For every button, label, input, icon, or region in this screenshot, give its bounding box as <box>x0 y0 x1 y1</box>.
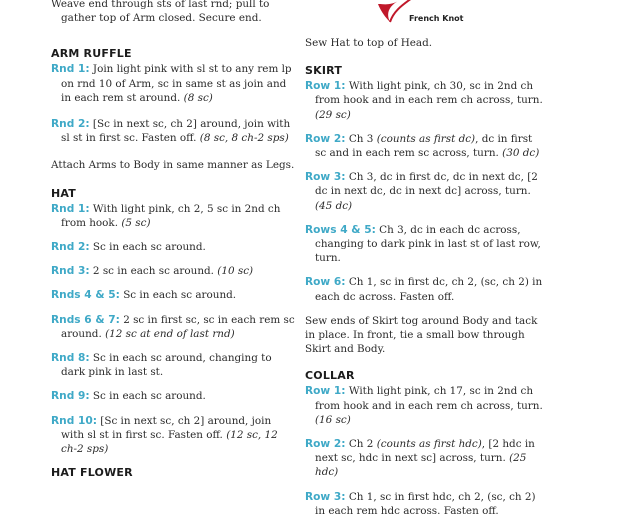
row-text: Sc in each sc around. <box>123 289 237 302</box>
row-label: Rnd 2: <box>51 118 90 131</box>
intro-paragraph: Weave end through sts of last rnd; pull to gather top of Arm closed. Secure end. <box>51 0 270 25</box>
row-text: With light pink, ch 17, sc in 2nd ch from hook and in each rem ch across, turn. <box>315 385 543 412</box>
row-label: Row 6: <box>305 276 346 289</box>
row-label: Rnds 4 & 5: <box>51 289 120 302</box>
row-text: Join light pink with sl st to any rem lp on rnd 10 of Arm, sc in same st as join and in each rem st around. <box>61 63 292 104</box>
instruction-row <box>51 351 296 379</box>
row-inline-note: (counts as first dc) <box>376 132 476 145</box>
instruction-row <box>305 132 545 160</box>
instruction-row <box>51 414 296 457</box>
row-count-note: (12 sc, 12 ch-2 sps) <box>61 428 278 456</box>
row-text: 2 sc in first sc, sc in each rem sc around. <box>61 313 295 340</box>
row-count-note: (8 sc, 8 ch-2 sps) <box>199 132 289 145</box>
row-text-start: Ch 3 <box>348 132 377 145</box>
row-text: Ch 1, sc in first dc, ch 2, (sc, ch 2) in each dc across. Fasten off. <box>315 276 543 303</box>
row-text: 2 sc in each sc around. <box>92 265 214 278</box>
instruction-row <box>51 62 296 105</box>
row-text: Sc in each sc around. <box>92 390 206 403</box>
instruction-row <box>305 79 545 122</box>
row-count-note: (16 sc) <box>315 413 351 426</box>
row-label: Row 2: <box>305 132 346 145</box>
section-heading-skirt: SKIRT <box>305 64 343 78</box>
arm-ruffle-rows <box>51 62 296 145</box>
row-count-note: (45 dc) <box>315 199 353 212</box>
skirt-rows <box>305 79 545 304</box>
row-label: Rnd 1: <box>51 202 90 215</box>
instruction-row <box>305 490 545 518</box>
row-text: , dc in first sc and in each rem sc across, turn. <box>315 132 533 160</box>
row-count-note: (12 sc at end of last rnd) <box>105 327 235 340</box>
section-heading-arm-ruffle: ARM RUFFLE <box>51 47 132 61</box>
row-label: Rnds 6 & 7: <box>51 313 120 326</box>
row-count-note: (5 sc) <box>121 216 151 229</box>
row-text: Ch 3, dc in each dc across, changing to dark pink in last st of last row, turn. <box>315 223 541 265</box>
row-count-note: (10 sc) <box>217 265 254 278</box>
sew-hat-paragraph: Sew Hat to top of Head. <box>305 37 433 49</box>
row-text-start: Ch 2 <box>348 438 377 451</box>
figure-caption: French Knot <box>409 14 464 23</box>
row-label: Row 3: <box>305 171 346 184</box>
hat-rows <box>51 202 296 457</box>
row-text: Sc in each sc around, changing to dark pink in last st. <box>61 352 272 379</box>
row-count-note: (8 sc) <box>183 91 213 104</box>
instruction-row <box>51 313 296 341</box>
instruction-row <box>305 437 545 480</box>
right-column <box>305 36 545 528</box>
collar-rows <box>305 384 545 518</box>
row-text: Ch 1, sc in first hdc, ch 2, (sc, ch 2) in each rem hdc across. Fasten off. <box>315 490 536 517</box>
instruction-row <box>51 117 296 145</box>
section-heading-hat: HAT <box>51 186 76 200</box>
instruction-row <box>51 264 296 278</box>
row-text: With light pink, ch 2, 5 sc in 2nd ch from hook. <box>61 202 281 229</box>
instruction-row <box>51 389 296 403</box>
row-count-note: (29 sc) <box>315 108 351 121</box>
left-column <box>51 0 296 481</box>
row-label: Rnd 8: <box>51 352 90 365</box>
row-inline-note: (counts as first hdc) <box>376 438 482 451</box>
row-label: Row 3: <box>305 490 346 503</box>
row-label: Rnd 3: <box>51 265 90 278</box>
row-text: , [2 hdc in next sc, hdc in next sc] across, turn. <box>315 438 535 465</box>
row-count-note: (25 hdc) <box>315 452 527 479</box>
row-text: Ch 3, dc in first dc, dc in next dc, [2 dc in next dc, dc in next dc] across, turn. <box>315 171 538 198</box>
instruction-row <box>51 202 296 230</box>
row-label: Rnd 9: <box>51 390 90 403</box>
row-label: Rnd 1: <box>51 63 90 76</box>
row-text: With light pink, ch 30, sc in 2nd ch from hook and in each rem ch across, turn. <box>315 80 543 107</box>
row-label: Rnd 2: <box>51 241 90 254</box>
instruction-row <box>51 240 296 254</box>
row-label: Row 1: <box>305 80 346 93</box>
instruction-row <box>305 223 545 266</box>
instruction-row <box>305 384 545 427</box>
row-text: Sc in each sc around. <box>92 241 206 254</box>
section-heading-collar: COLLAR <box>305 369 355 383</box>
section-heading-hat-flower: HAT FLOWER <box>51 466 133 480</box>
row-text: [Sc in next sc, ch 2] around, join with sl st in first sc. Fasten off. <box>61 118 291 145</box>
row-label: Row 2: <box>305 438 346 451</box>
instruction-row <box>51 288 296 302</box>
instruction-row <box>305 170 545 213</box>
row-label: Rows 4 & 5: <box>305 223 376 236</box>
row-text: [Sc in next sc, ch 2] around, join with sl st in first sc. Fasten off. <box>61 414 272 441</box>
attach-paragraph: Attach Arms to Body in same manner as Legs. <box>51 159 295 172</box>
instruction-row <box>305 275 545 303</box>
row-label: Rnd 10: <box>51 414 97 427</box>
sew-skirt-paragraph: Sew ends of Skirt tog around Body and tack in place. In front, tie a small bow through Skirt and Body. <box>305 314 538 356</box>
row-count-note: (30 dc) <box>502 147 540 160</box>
row-label: Row 1: <box>305 385 346 398</box>
